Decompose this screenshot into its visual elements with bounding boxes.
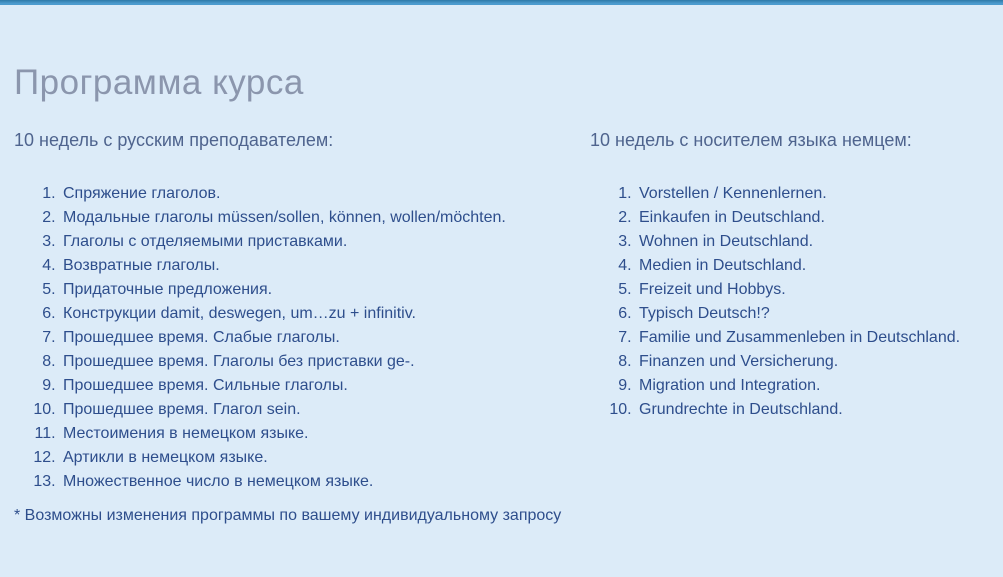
program-list-item: 9. Прошедшее время. Сильные глаголы. [60,374,590,398]
program-columns [14,129,1003,494]
program-list-item: 12. Артикли в немецком языке. [60,446,590,470]
program-list-item: 7. Прошедшее время. Слабые глаголы. [60,326,590,350]
program-list-item: 6. Конструкции damit, deswegen, um…zu + infinitiv. [60,302,590,326]
program-list-item: 6. Typisch Deutsch!? [636,302,1003,326]
program-list-item: 3. Глаголы с отделяемыми приставками. [60,230,590,254]
program-list-item: 8. Прошедшее время. Глаголы без приставки ge-. [60,350,590,374]
program-list-item: 1. Спряжение глаголов. [60,182,590,206]
russian-teacher-program-list [14,182,590,494]
program-list-item: 7. Familie und Zusammenleben in Deutschland. [636,326,1003,350]
program-list-item: 13. Множественное число в немецком языке. [60,470,590,494]
program-list-item: 10. Прошедшее время. Глагол sein. [60,398,590,422]
column-heading-german-native: 10 недель с носителем языка немцем: [590,130,912,150]
program-list-item: 5. Freizeit und Hobbys. [636,278,1003,302]
program-list-item: 11. Местоимения в немецком языке. [60,422,590,446]
program-list-item: 3. Wohnen in Deutschland. [636,230,1003,254]
program-list-item: 4. Medien in Deutschland. [636,254,1003,278]
program-list-item: 5. Придаточные предложения. [60,278,590,302]
program-list-item: 4. Возвратные глаголы. [60,254,590,278]
program-list-item: 2. Модальные глаголы müssen/sollen, können, wollen/möchten. [60,206,590,230]
german-native-program-list [590,182,1003,422]
program-list-item: 9. Migration und Integration. [636,374,1003,398]
column-german-native [590,129,1003,494]
program-list-item: 2. Einkaufen in Deutschland. [636,206,1003,230]
column-heading-russian-teacher: 10 недель с русским преподавателем: [14,130,334,150]
top-accent-bar [0,0,1003,5]
program-list-item: 10. Grundrechte in Deutschland. [636,398,1003,422]
program-list-item: 8. Finanzen und Versicherung. [636,350,1003,374]
program-list-item: 1. Vorstellen / Kennenlernen. [636,182,1003,206]
column-russian-teacher [14,129,590,494]
page-title: Программа курса [14,63,304,102]
program-footnote: * Возможны изменения программы по вашему индивидуальному запросу [14,507,562,524]
